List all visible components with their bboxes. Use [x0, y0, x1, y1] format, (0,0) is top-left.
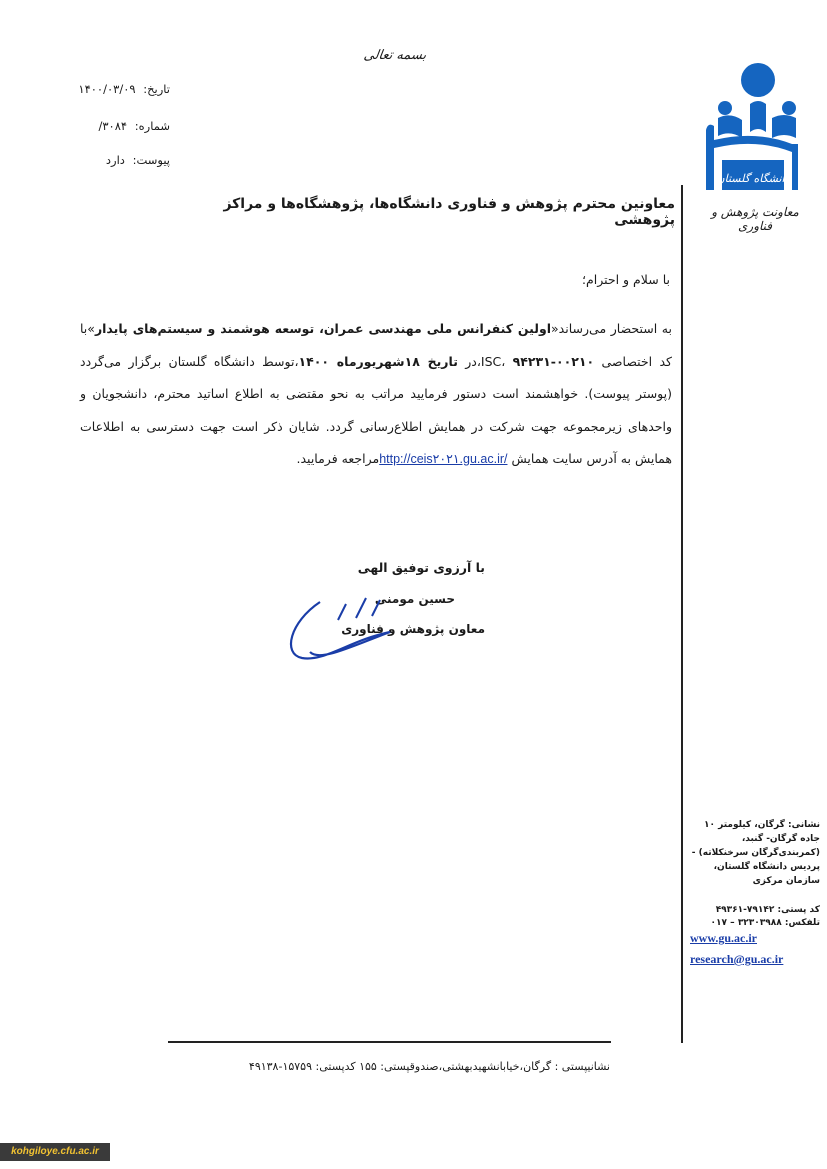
date-line [30, 82, 170, 96]
greeting: با سلام و احترام؛ [582, 272, 670, 287]
attachment-value: دارد [105, 153, 125, 167]
watermark: kohgiloye.cfu.ac.ir [0, 1143, 110, 1161]
attachment-label: پیوست: [132, 153, 170, 167]
body-text-1: به استحضار می‌رساند« [551, 321, 672, 336]
signature-name: حسین مومنی [374, 592, 455, 606]
deputy-name: معاونت پژوهش و فناوری [711, 205, 799, 233]
body-text-2: »با کد اختصاصی ISC، [80, 321, 672, 369]
logo-emblem [706, 63, 798, 190]
letter-body [80, 313, 672, 476]
conference-date: تاریخ ۱۸شهریورماه ۱۴۰۰ [298, 353, 458, 369]
footer-address: نشانیپستی : گرگان،خیابانشهیدبهشتی،صندوقپستی: ۱۵۵ کدپستی: ۱۵۷۵۹-۴۹۱۳۸ [248, 1060, 610, 1073]
logo-university-name: دانشگاه گلستان [716, 172, 790, 185]
sidebar-address: نشانی: گرگان، کیلومتر ۱۰ جاده گرگان- گنبد، (کمربندی‌گرگان سرخنکلاته) - پردیس دانشگاه گلستان، سازمان مرکزی [691, 820, 820, 886]
footer-divider [168, 1041, 611, 1043]
isc-code: ۹۴۲۳۱-۰۰۲۱۰ [512, 353, 595, 369]
recipient: معاونین محترم پژوهش و فناوری دانشگاه‌ها، پژوهشگاه‌ها و مراکز پژوهشی [223, 196, 675, 228]
signature-title: معاون پژوهش و فناوری [341, 622, 485, 636]
body-text-5: مراجعه فرمایید. [296, 451, 380, 466]
attachment-line [30, 153, 170, 167]
number-value: ۳۰۸۴/ [98, 119, 128, 133]
date-label: تاریخ: [143, 82, 170, 96]
conference-name: اولین کنفرانس ملی مهندسی عمران، توسعه هوشمند و سیستم‌های پایدار [94, 321, 552, 336]
number-line [30, 119, 170, 133]
number-label: شماره: [134, 119, 170, 133]
handwritten-signature [280, 592, 410, 672]
conference-link[interactable]: http://ceis۲۰۲۱.gu.ac.ir/ [379, 452, 508, 466]
vertical-divider [681, 185, 683, 1043]
basmala: بسمه تعالی [362, 48, 428, 63]
website-link[interactable]: www.gu.ac.ir [690, 931, 757, 945]
signature-wish: با آرزوی توفیق الهی [357, 560, 485, 575]
body-text-4: ،توسط دانشگاه گلستان برگزار می‌گردد (پوستر پیوست). خواهشمند است دستور فرمایید مراتب به نحو مقتضی به اطلاع اساتید محترم، دانشجویان و واحدهای زیرمجموعه جهت شرکت در همایش اطلاع‌رسانی گردد. شایان ذکر است جهت دسترسی به اطلاعات همایش به آدرس سایت همایش [80, 353, 672, 466]
email-link[interactable]: research@gu.ac.ir [690, 952, 784, 966]
phone-fax: تلفکس: ۳۲۳۰۳۹۸۸ – ۰۱۷ [710, 918, 820, 928]
sidebar-contact [690, 904, 820, 930]
body-text-3: ،در [457, 353, 481, 369]
date-value: ۱۴۰۰/۰۳/۰۹ [78, 82, 136, 96]
university-logo [700, 60, 800, 192]
postal-code: کد پستی: ۷۹۱۴۲-۴۹۳۶۱ [715, 905, 820, 915]
